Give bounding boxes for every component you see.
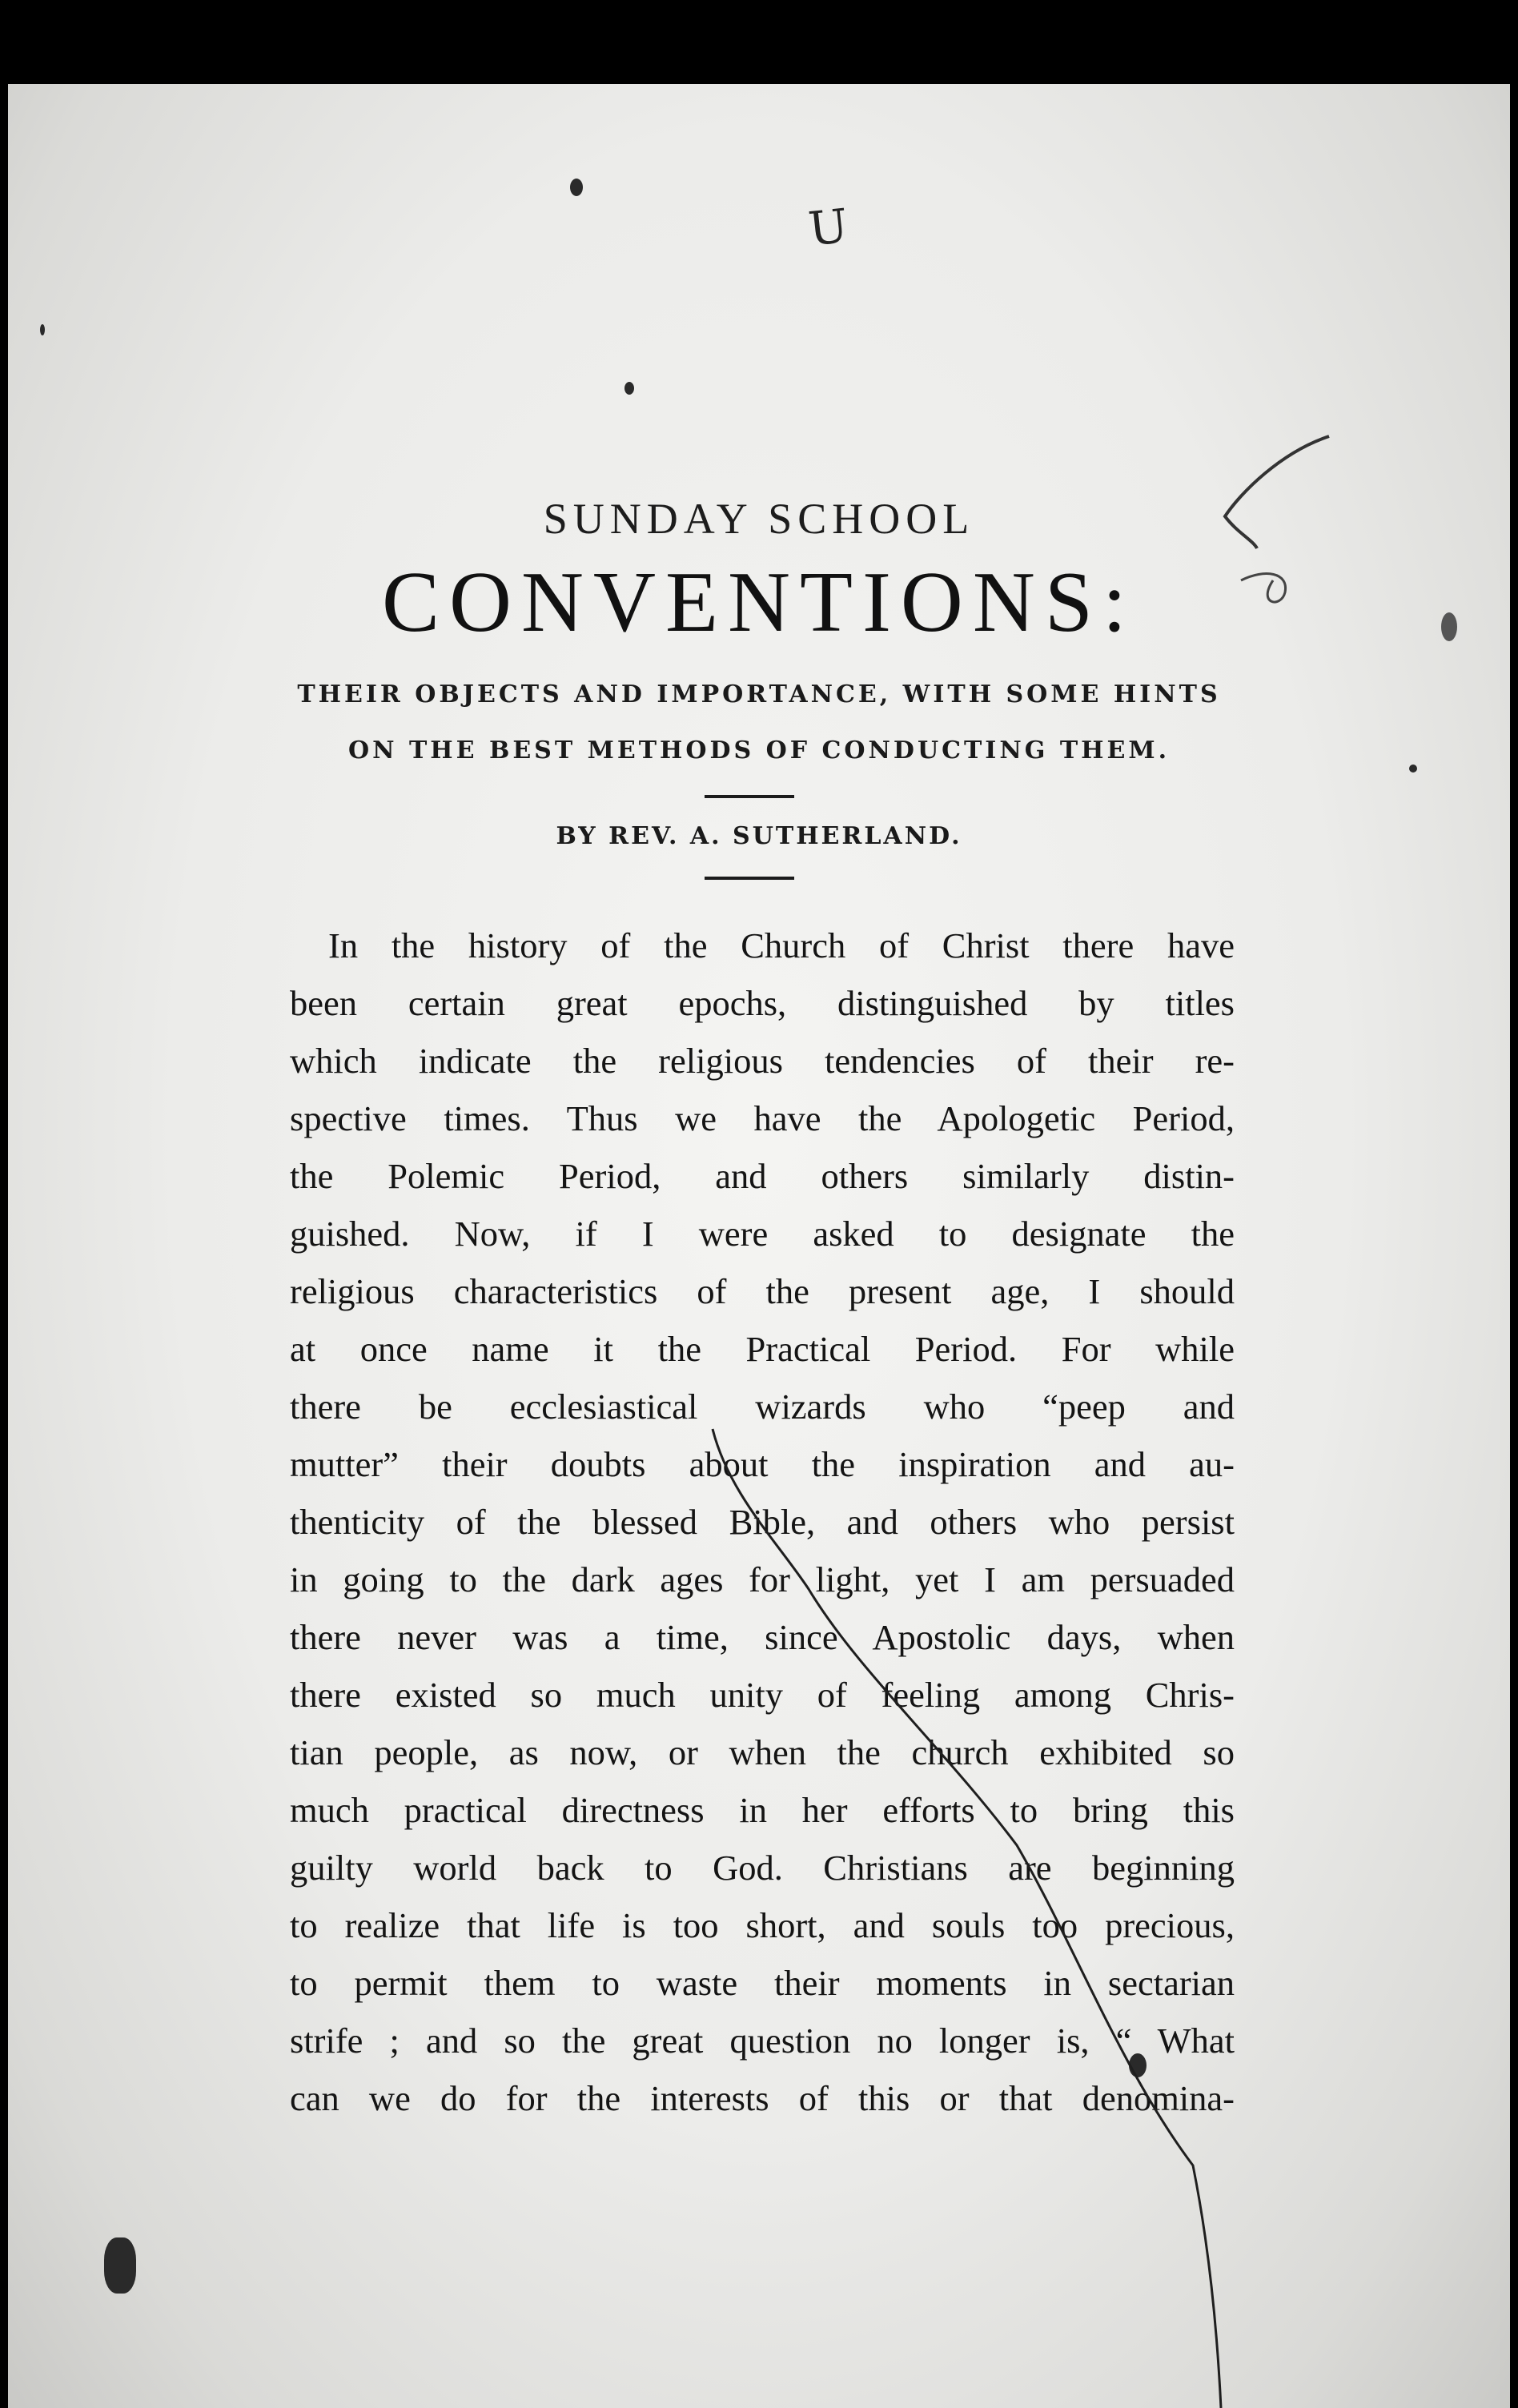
body-line: tian people, as now, or when the church exhibited so xyxy=(290,1732,1235,1772)
body-line: In the history of the Church of Christ there have xyxy=(328,925,1235,965)
ink-speck xyxy=(40,324,45,335)
body-line: guished. Now, if I were asked to designate the xyxy=(290,1214,1235,1254)
body-line: thenticity of the blessed Bible, and others who persist xyxy=(290,1502,1235,1542)
subtitle-line: ON THE BEST METHODS OF CONDUCTING THEM. xyxy=(347,736,1171,765)
page-title: CONVENTIONS: xyxy=(382,555,1136,650)
body-line: there be ecclesiastical wizards who “peep and xyxy=(290,1387,1235,1427)
divider-rule xyxy=(705,877,794,880)
body-line: to realize that life is too short, and souls too precious, xyxy=(290,1905,1235,1945)
body-line: the Polemic Period, and others similarly distin- xyxy=(290,1156,1235,1196)
ink-speck xyxy=(624,382,634,395)
body-line: in going to the dark ages for light, yet I am persuaded xyxy=(290,1559,1235,1599)
kicker-heading: SUNDAY SCHOOL xyxy=(543,495,975,543)
body-line: there existed so much unity of feeling among Chris- xyxy=(290,1675,1235,1715)
ink-speck xyxy=(104,2237,136,2294)
body-paragraph xyxy=(290,917,1235,2127)
body-line: at once name it the Practical Period. For while xyxy=(290,1329,1235,1369)
body-line: religious characteristics of the present age, I should xyxy=(290,1271,1235,1311)
ink-speck xyxy=(1409,765,1417,773)
body-line: strife ; and so the great question no longer is, “ What xyxy=(290,2021,1235,2061)
marginal-handwritten-note: U xyxy=(805,198,851,257)
subtitle-line: THEIR OBJECTS AND IMPORTANCE, WITH SOME HINTS xyxy=(297,680,1221,708)
body-line: mutter” their doubts about the inspiration and au- xyxy=(290,1444,1235,1484)
body-line: much practical directness in her efforts to bring this xyxy=(290,1790,1235,1830)
body-line: to permit them to waste their moments in sectarian xyxy=(290,1963,1235,2003)
divider-rule xyxy=(705,795,794,798)
body-line: guilty world back to God. Christians are beginning xyxy=(290,1848,1235,1888)
body-line: can we do for the interests of this or that denomina- xyxy=(290,2078,1235,2118)
byline: BY REV. A. SUTHERLAND. xyxy=(556,822,962,850)
body-line: been certain great epochs, distinguished by titles xyxy=(290,983,1235,1023)
body-line: there never was a time, since Apostolic days, when xyxy=(290,1617,1235,1657)
body-line: which indicate the religious tendencies of their re- xyxy=(290,1041,1235,1081)
body-line: spective times. Thus we have the Apologetic Period, xyxy=(290,1098,1235,1138)
subtitle xyxy=(248,667,1270,779)
scanned-page xyxy=(8,84,1510,2408)
ink-speck xyxy=(570,179,583,196)
